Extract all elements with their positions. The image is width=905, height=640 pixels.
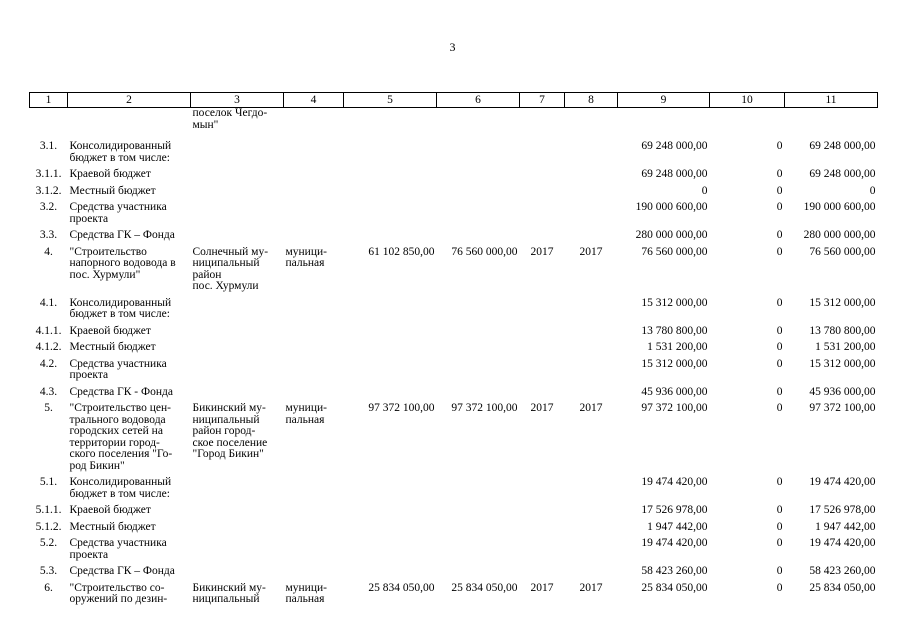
end-year-cell: 2017 — [579, 402, 603, 414]
end-year-cell — [565, 323, 618, 340]
row-number: 3.1.2. — [35, 184, 62, 197]
funding-col11-cell: 19 474 420,00 — [809, 537, 876, 549]
end-year-cell — [565, 138, 618, 166]
ownership-cell — [284, 295, 344, 323]
total-cost-cell — [437, 323, 520, 340]
start-year-cell — [520, 295, 565, 323]
start-year-cell — [520, 323, 565, 340]
total-cost-cell — [437, 183, 520, 200]
funding-total-cell: 13 780 800,00 — [641, 324, 708, 337]
table-row — [30, 166, 878, 183]
funding-col11-cell: 69 248 000,00 — [809, 140, 876, 152]
column-number: 2 — [68, 93, 191, 108]
start-year-cell — [520, 199, 565, 227]
ownership-cell — [284, 563, 344, 580]
estimated-cost-cell — [344, 384, 437, 401]
row-number: 4.1.2. — [35, 341, 62, 353]
item-name: Консолидированный бюджет в том числе: — [69, 296, 172, 320]
item-name: Консолидированный бюджет в том числе: — [69, 476, 172, 500]
item-name: Краевой бюджет — [69, 168, 151, 180]
funding-total-cell: 76 560 000,00 — [641, 245, 708, 258]
funding-col11-cell: 25 834 050,00 — [809, 581, 876, 594]
row-number: 4.1. — [39, 296, 58, 309]
total-cost-cell: 97 372 100,00 — [451, 402, 518, 414]
start-year-cell — [520, 563, 565, 580]
location-cell — [191, 502, 284, 519]
funding-col11-cell: 1 947 442,00 — [815, 520, 876, 533]
row-number: 3.1. — [39, 140, 58, 152]
funding-total-cell: 25 834 050,00 — [641, 581, 708, 594]
funding-col10-cell: 0 — [776, 245, 783, 258]
item-name: Местный бюджет — [69, 520, 156, 533]
location-cell — [191, 183, 284, 200]
ownership-cell — [284, 535, 344, 563]
start-year-cell — [520, 227, 565, 244]
funding-total-cell: 97 372 100,00 — [641, 402, 708, 414]
location-cell — [191, 519, 284, 536]
location-cell: Солнечный му- ниципальный район пос. Хурмули — [192, 245, 269, 292]
row-number: 4.2. — [39, 357, 58, 370]
ownership-cell: муници- пальная — [285, 581, 327, 605]
start-year-cell — [520, 384, 565, 401]
location-cell — [191, 227, 284, 244]
start-year-cell — [520, 474, 565, 502]
row-number: 3.1.1. — [35, 168, 62, 180]
item-name: Средства ГК – Фонда — [69, 565, 175, 577]
table-row — [30, 199, 878, 227]
row-number: 4. — [44, 245, 53, 258]
end-year-cell — [565, 535, 618, 563]
table-row — [30, 323, 878, 340]
total-cost-cell — [437, 563, 520, 580]
total-cost-cell — [437, 295, 520, 323]
end-year-cell — [565, 339, 618, 356]
estimated-cost-cell — [344, 199, 437, 227]
row-number: 5.2. — [39, 537, 58, 549]
start-year-cell: 2017 — [530, 581, 554, 594]
location-cell — [191, 474, 284, 502]
location-cell: Бикинский му- ниципальный район город- ское поселение "Город Бикин" — [192, 402, 268, 460]
estimated-cost-cell — [344, 535, 437, 563]
row-number: 4.3. — [39, 385, 58, 398]
total-cost-cell — [437, 519, 520, 536]
row-number: 5. — [44, 402, 53, 414]
total-cost-cell — [437, 339, 520, 356]
row-number: 5.3. — [39, 565, 58, 577]
funding-col10-cell: 0 — [776, 341, 783, 353]
end-year-cell: 2017 — [579, 245, 603, 258]
column-number: 8 — [565, 93, 618, 108]
funding-col11-cell: 19 474 420,00 — [809, 476, 876, 488]
start-year-cell — [520, 166, 565, 183]
page-number: 3 — [449, 40, 456, 54]
column-number: 3 — [191, 93, 284, 108]
ownership-cell — [284, 356, 344, 384]
total-cost-cell — [437, 502, 520, 519]
funding-total-cell: 69 248 000,00 — [641, 140, 708, 152]
funding-total-cell: 19 474 420,00 — [641, 476, 708, 488]
end-year-cell — [565, 563, 618, 580]
row-number: 3.3. — [39, 229, 58, 241]
total-cost-cell — [437, 199, 520, 227]
funding-col10-cell: 0 — [776, 229, 783, 241]
location-cell — [191, 138, 284, 166]
row-number: 5.1.1. — [35, 504, 62, 516]
funding-col11-cell: 190 000 600,00 — [803, 201, 876, 213]
funding-col11-cell: 15 312 000,00 — [809, 296, 876, 309]
end-year-cell — [565, 502, 618, 519]
end-year-cell — [565, 166, 618, 183]
funding-col11-cell: 69 248 000,00 — [809, 168, 876, 180]
row-number: 6. — [44, 581, 53, 594]
total-cost-cell — [437, 138, 520, 166]
location-cell — [191, 563, 284, 580]
location-cell — [191, 339, 284, 356]
funding-total-cell: 1 947 442,00 — [647, 520, 708, 533]
funding-total-cell: 190 000 600,00 — [635, 201, 708, 213]
end-year-cell — [565, 356, 618, 384]
column-number: 10 — [710, 93, 785, 108]
item-name: Краевой бюджет — [69, 324, 151, 337]
table-row — [30, 138, 878, 166]
funding-col10-cell: 0 — [776, 296, 783, 309]
item-name: Средства участника проекта — [69, 201, 167, 225]
table-row — [30, 519, 878, 536]
column-number: 5 — [344, 93, 437, 108]
location-cell — [191, 323, 284, 340]
ownership-cell — [284, 227, 344, 244]
location-cell — [191, 199, 284, 227]
funding-col10-cell: 0 — [776, 565, 783, 577]
table-row — [30, 295, 878, 323]
funding-col10-cell: 0 — [776, 201, 783, 213]
funding-col10-cell: 0 — [776, 140, 783, 152]
funding-total-cell: 280 000 000,00 — [635, 229, 708, 241]
ownership-cell — [284, 474, 344, 502]
table-row — [30, 400, 878, 474]
estimated-cost-cell — [344, 227, 437, 244]
end-year-cell — [565, 199, 618, 227]
funding-total-cell: 58 423 260,00 — [641, 565, 708, 577]
funding-col10-cell: 0 — [776, 476, 783, 488]
funding-col11-cell: 58 423 260,00 — [809, 565, 876, 577]
table-row — [30, 474, 878, 502]
end-year-cell — [565, 384, 618, 401]
item-name: "Строительство цен- трального водовода городских сетей на территории город- ского поселения "Го- род Бикин" — [69, 402, 173, 472]
funding-col11-cell: 76 560 000,00 — [809, 245, 876, 258]
end-year-cell — [565, 474, 618, 502]
funding-col11-cell: 45 936 000,00 — [809, 385, 876, 398]
funding-col11-cell: 17 526 978,00 — [809, 504, 876, 516]
ownership-cell — [284, 339, 344, 356]
estimated-cost-cell — [344, 339, 437, 356]
ownership-cell — [284, 384, 344, 401]
column-number: 7 — [520, 93, 565, 108]
end-year-cell — [565, 295, 618, 323]
column-number: 9 — [618, 93, 710, 108]
end-year-cell — [565, 519, 618, 536]
total-cost-cell — [437, 535, 520, 563]
budget-table — [29, 92, 878, 608]
location-cell — [191, 166, 284, 183]
ownership-cell: муници- пальная — [285, 245, 327, 269]
end-year-cell — [565, 183, 618, 200]
funding-col11-cell: 1 531 200,00 — [815, 341, 876, 353]
ownership-cell — [284, 166, 344, 183]
table-row — [30, 580, 878, 608]
funding-col11-cell: 0 — [869, 184, 876, 197]
total-cost-cell — [437, 227, 520, 244]
ownership-cell — [284, 199, 344, 227]
table-row — [30, 563, 878, 580]
total-cost-cell — [437, 384, 520, 401]
ownership-cell: муници- пальная — [285, 402, 327, 426]
start-year-cell — [520, 138, 565, 166]
location-cell: поселок Чегдо- мын" — [192, 107, 268, 131]
item-name: Краевой бюджет — [69, 504, 151, 516]
funding-col10-cell: 0 — [776, 184, 783, 197]
item-name: Средства участника проекта — [69, 357, 167, 381]
column-number-row — [30, 93, 878, 108]
column-number: 1 — [30, 93, 68, 108]
start-year-cell — [520, 356, 565, 384]
funding-col10-cell: 0 — [776, 324, 783, 337]
funding-col11-cell: 97 372 100,00 — [809, 402, 876, 414]
table-row — [30, 502, 878, 519]
location-cell — [191, 535, 284, 563]
estimated-cost-cell — [344, 323, 437, 340]
ownership-cell — [284, 502, 344, 519]
funding-total-cell: 19 474 420,00 — [641, 537, 708, 549]
location-cell — [191, 295, 284, 323]
table-row — [30, 384, 878, 401]
funding-col10-cell: 0 — [776, 504, 783, 516]
funding-total-cell: 15 312 000,00 — [641, 357, 708, 370]
estimated-cost-cell — [344, 356, 437, 384]
funding-col10-cell: 0 — [776, 385, 783, 398]
ownership-cell — [284, 323, 344, 340]
funding-total-cell: 0 — [701, 184, 708, 197]
end-year-cell: 2017 — [579, 581, 603, 594]
estimated-cost-cell — [344, 502, 437, 519]
estimated-cost-cell — [344, 138, 437, 166]
funding-col11-cell: 13 780 800,00 — [809, 324, 876, 337]
estimated-cost-cell — [344, 474, 437, 502]
item-name: Средства ГК – Фонда — [69, 229, 175, 241]
row-number: 3.2. — [39, 201, 58, 213]
estimated-cost-cell — [344, 295, 437, 323]
start-year-cell — [520, 519, 565, 536]
item-name: "Строительство напорного водовода в пос. Хурмули" — [69, 245, 176, 281]
column-number: 6 — [437, 93, 520, 108]
table-row — [30, 535, 878, 563]
item-name: Средства ГК - Фонда — [69, 385, 173, 398]
funding-col11-cell: 15 312 000,00 — [809, 357, 876, 370]
table-row — [30, 244, 878, 295]
funding-total-cell: 69 248 000,00 — [641, 168, 708, 180]
funding-col10-cell: 0 — [776, 357, 783, 370]
estimated-cost-cell — [344, 563, 437, 580]
total-cost-cell — [437, 356, 520, 384]
estimated-cost-cell — [344, 166, 437, 183]
start-year-cell — [520, 535, 565, 563]
end-year-cell — [565, 227, 618, 244]
estimated-cost-cell — [344, 183, 437, 200]
table-row — [30, 183, 878, 200]
funding-total-cell: 17 526 978,00 — [641, 504, 708, 516]
continuation-row — [30, 108, 878, 139]
table-row — [30, 339, 878, 356]
total-cost-cell — [437, 474, 520, 502]
funding-col10-cell: 0 — [776, 537, 783, 549]
ownership-cell — [284, 138, 344, 166]
item-name: Местный бюджет — [69, 184, 156, 197]
start-year-cell — [520, 183, 565, 200]
funding-col10-cell: 0 — [776, 581, 783, 594]
estimated-cost-cell: 25 834 050,00 — [368, 581, 435, 594]
start-year-cell — [520, 502, 565, 519]
item-name: Консолидированный бюджет в том числе: — [69, 140, 172, 164]
start-year-cell: 2017 — [530, 245, 554, 258]
estimated-cost-cell — [344, 519, 437, 536]
ownership-cell — [284, 519, 344, 536]
location-cell — [191, 384, 284, 401]
ownership-cell — [284, 183, 344, 200]
funding-col10-cell: 0 — [776, 520, 783, 533]
total-cost-cell: 25 834 050,00 — [451, 581, 518, 594]
start-year-cell: 2017 — [530, 402, 554, 414]
column-number: 11 — [785, 93, 878, 108]
start-year-cell — [520, 339, 565, 356]
funding-col11-cell: 280 000 000,00 — [803, 229, 876, 241]
total-cost-cell — [437, 166, 520, 183]
funding-col10-cell: 0 — [776, 168, 783, 180]
location-cell: Бикинский му- ниципальный — [192, 581, 266, 605]
row-number: 4.1.1. — [35, 324, 62, 337]
table-row — [30, 356, 878, 384]
funding-total-cell: 45 936 000,00 — [641, 385, 708, 398]
table-row — [30, 227, 878, 244]
estimated-cost-cell: 61 102 850,00 — [368, 245, 435, 258]
location-cell — [191, 356, 284, 384]
item-name: Средства участника проекта — [69, 537, 167, 561]
row-number: 5.1.2. — [35, 520, 62, 533]
estimated-cost-cell: 97 372 100,00 — [368, 402, 435, 414]
item-name: Местный бюджет — [69, 341, 156, 353]
column-number: 4 — [284, 93, 344, 108]
item-name: "Строительство со- оружений по дезин- — [69, 581, 168, 605]
funding-col10-cell: 0 — [776, 402, 783, 414]
row-number: 5.1. — [39, 476, 58, 488]
funding-total-cell: 1 531 200,00 — [647, 341, 708, 353]
total-cost-cell: 76 560 000,00 — [451, 245, 518, 258]
funding-total-cell: 15 312 000,00 — [641, 296, 708, 309]
